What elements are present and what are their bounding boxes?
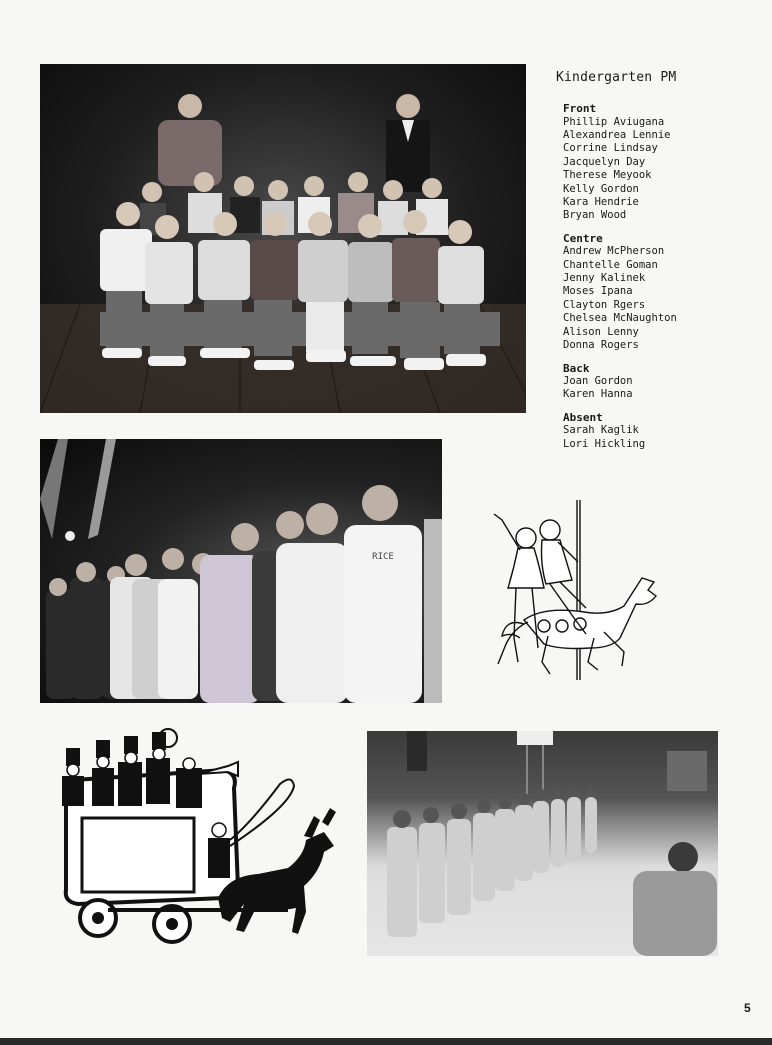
group-absent (563, 411, 756, 451)
student-name: Lori Hickling (563, 437, 646, 450)
class-photo-illustration (40, 64, 526, 413)
photo-caption (556, 70, 756, 460)
student-name: Clayton Rgers (563, 298, 646, 311)
student-name: Chelsea McNaughton (563, 312, 677, 325)
group-heading: Centre (563, 231, 603, 245)
carousel-horse-clipart (488, 500, 658, 690)
group-heading: Back (563, 361, 590, 375)
student-name: Andrew McPherson (563, 245, 665, 258)
stage-performance-photo (40, 439, 442, 703)
student-name: Alexandrea Lennie (563, 128, 671, 141)
student-name: Moses Ipana (563, 285, 633, 298)
student-name: Jenny Kalinek (563, 272, 646, 285)
group-back (563, 362, 756, 402)
carousel-illustration (488, 500, 658, 690)
student-name: Karen Hanna (563, 388, 633, 401)
student-name: Corrine Lindsay (563, 142, 658, 155)
student-name: Joan Gordon (563, 375, 633, 387)
group-heading: Absent (563, 410, 603, 424)
student-name: Chantelle Goman (563, 258, 658, 271)
band-wagon-clipart (48, 728, 354, 950)
teacher-right (386, 94, 430, 192)
student-name: Jacquelyn Day (563, 155, 646, 168)
group-front (563, 102, 756, 223)
stage-photo-illustration (40, 439, 442, 703)
student-name: Kelly Gordon (563, 182, 639, 195)
gym-line-photo (367, 731, 718, 956)
group-centre (563, 232, 756, 353)
caption-title: Kindergarten PM (556, 70, 677, 85)
student-name: Donna Rogers (563, 339, 639, 352)
student-name: Therese Meyook (563, 169, 652, 182)
student-name: Bryan Wood (563, 209, 627, 222)
class-group-photo (40, 64, 526, 413)
teacher-left (158, 94, 222, 186)
sweatshirt-text: RICE (372, 552, 394, 562)
page-number: 5 (744, 1001, 751, 1015)
gym-photo-illustration (367, 731, 718, 956)
student-name: Alison Lenny (563, 325, 639, 338)
page-bottom-edge (0, 1038, 772, 1045)
group-heading: Front (563, 102, 597, 115)
band-wagon-illustration (48, 728, 354, 950)
student-name: Kara Hendrie (563, 195, 639, 208)
student-name: Phillip Aviugana (563, 115, 665, 128)
student-name: Sarah Kaglik (563, 424, 639, 437)
